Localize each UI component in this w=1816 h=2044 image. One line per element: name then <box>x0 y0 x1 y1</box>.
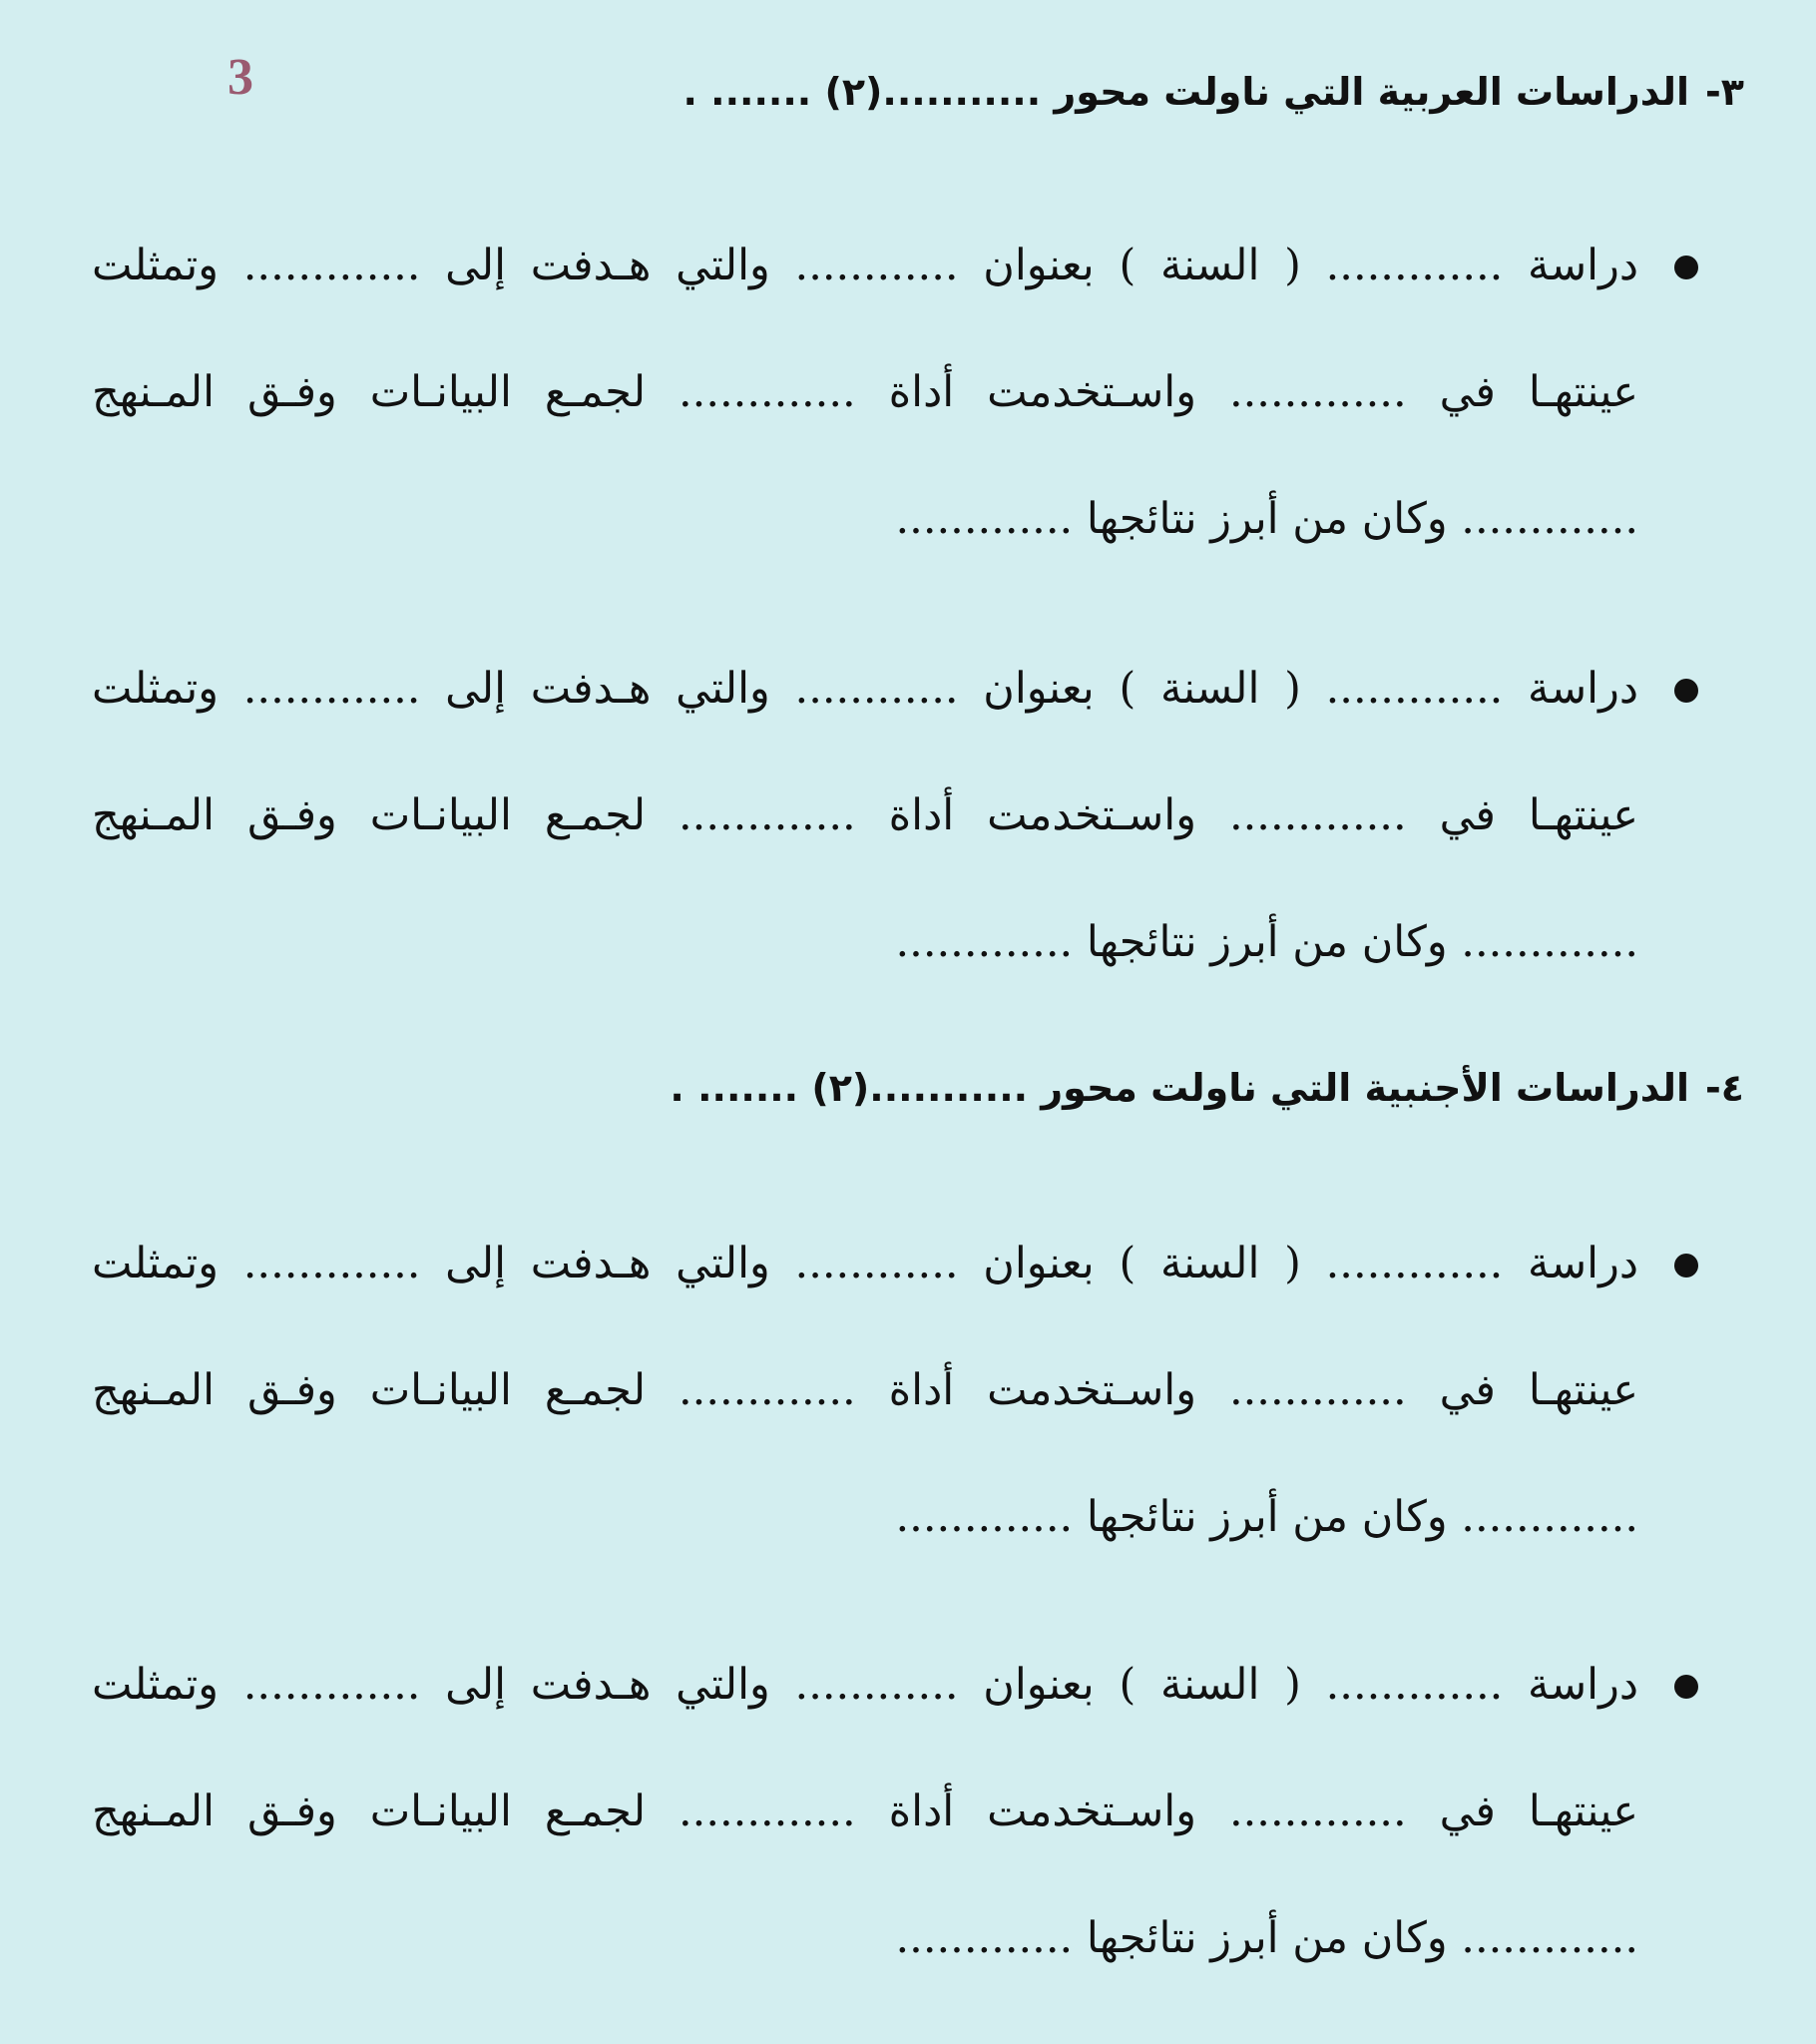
study-line: ............. وكان من أبرز نتائجها ............. <box>895 494 1638 544</box>
study-line: ............. وكان من أبرز نتائجها ............. <box>895 1913 1638 1963</box>
study-line: دراسة ............. ( السنة ) بعنوان ............ والتي هـدفت إلى ............. وتمثلت <box>92 1660 1638 1710</box>
study-line: ............. وكان من أبرز نتائجها ............. <box>895 1492 1638 1542</box>
study-line: عينتهـا في ............. واسـتخدمت أداة ............. لجمـع البيانـات وفـق المـنهج <box>92 1365 1638 1415</box>
page-number: 3 <box>227 49 253 106</box>
study-line: عينتهـا في ............. واسـتخدمت أداة ............. لجمـع البيانـات وفـق المـنهج <box>92 1787 1638 1836</box>
section-title: الدراسات العربية التي ناولت محور ...........(٢) ....... . <box>682 70 1690 114</box>
section-title: الدراسات الأجنبية التي ناولت محور ...........(٢) ....... . <box>670 1066 1690 1110</box>
bullet-icon <box>1674 256 1698 279</box>
study-line: دراسة ............. ( السنة ) بعنوان ............ والتي هـدفت إلى ............. وتمثلت <box>92 664 1638 714</box>
section-number: ٤- <box>1705 1066 1744 1110</box>
study-line: ............. وكان من أبرز نتائجها ............. <box>895 917 1638 967</box>
bullet-icon <box>1674 679 1698 703</box>
study-line: دراسة ............. ( السنة ) بعنوان ............ والتي هـدفت إلى ............. وتمثلت <box>92 1239 1638 1288</box>
study-line: دراسة ............. ( السنة ) بعنوان ............ والتي هـدفت إلى ............. وتمثلت <box>92 241 1638 290</box>
bullet-icon <box>1674 1254 1698 1278</box>
section-heading-arabic-studies <box>683 70 1745 116</box>
study-line: عينتهـا في ............. واسـتخدمت أداة ............. لجمـع البيانـات وفـق المـنهج <box>92 790 1638 840</box>
section-heading-foreign-studies <box>670 1066 1744 1112</box>
bullet-icon <box>1674 1675 1698 1699</box>
section-number: ٣- <box>1705 70 1744 114</box>
study-line: عينتهـا في ............. واسـتخدمت أداة ............. لجمـع البيانـات وفـق المـنهج <box>92 367 1638 417</box>
